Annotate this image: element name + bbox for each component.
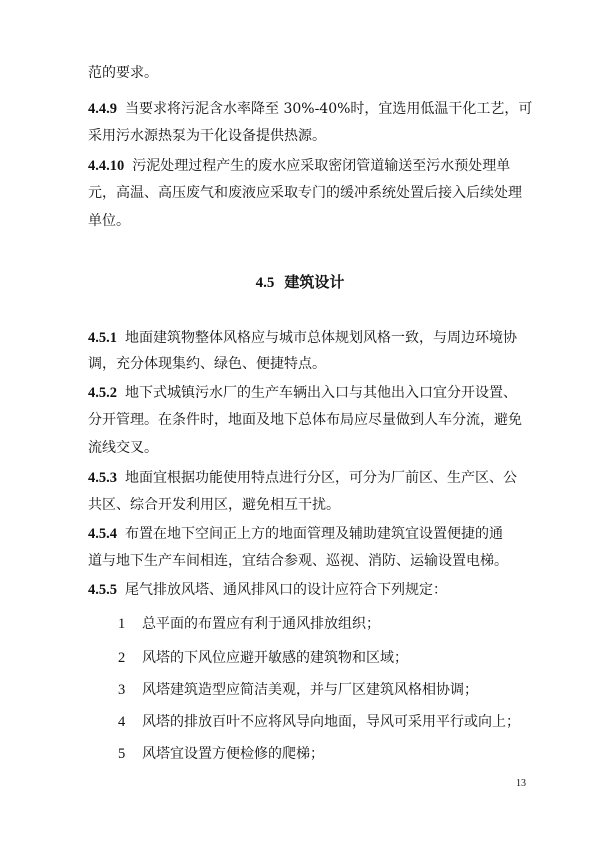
list-item xyxy=(118,745,324,763)
clause-4-5-2-line-3: 流线交叉。 xyxy=(88,440,158,456)
list-item xyxy=(118,615,380,633)
list-item-number: 5 xyxy=(118,746,126,762)
clause-text: 地面宜根据功能使用特点进行分区，可分为厂前区、生产区、公 xyxy=(125,470,517,486)
clause-text: 地下式城镇污水厂的生产车辆出入口与其他出入口宜分开设置、 xyxy=(125,385,517,401)
section-title: 建筑设计 xyxy=(284,273,345,291)
clause-4-5-2-line-2: 分开管理。在条件时，地面及地下总体布局应尽量做到人车分流，避免 xyxy=(88,412,522,428)
clause-text: 布置在地下空间正上方的地面管理及辅助建筑宜设置便捷的通 xyxy=(125,526,503,542)
clause-number: 4.5.1 xyxy=(88,330,117,346)
list-item-text: 风塔建筑造型应简洁美观，并与厂区建筑风格相协调； xyxy=(142,682,478,698)
list-item-number: 2 xyxy=(118,650,126,666)
clause-4-4-10-line-2: 元，高温、高压废气和废液应采取专门的缓冲系统处置后接入后续处理 xyxy=(88,185,522,201)
list-item-text: 风塔宜设置方便检修的爬梯； xyxy=(142,746,324,762)
list-item xyxy=(118,713,520,731)
clause-4-5-2-line-1 xyxy=(88,384,517,402)
clause-number: 4.5.2 xyxy=(88,385,117,401)
list-item-number: 4 xyxy=(118,714,126,730)
clause-text: 尾气排放风塔、通风排风口的设计应符合下列规定： xyxy=(125,582,447,598)
clause-4-5-5-line-1 xyxy=(88,581,447,599)
clause-4-5-1-line-1 xyxy=(88,329,517,347)
clause-4-5-3-line-1 xyxy=(88,469,517,487)
clause-text: 当要求将污泥含水率降至 30%-40%时，宜选用低温干化工艺，可 xyxy=(125,101,533,117)
clause-4-4-9-line-1 xyxy=(88,100,532,118)
clause-text: 污泥处理过程产生的废水应采取密闭管道输送至污水预处理单 xyxy=(132,158,511,174)
clause-number: 4.5.3 xyxy=(88,470,117,486)
list-item xyxy=(118,681,478,699)
clause-4-5-3-line-2: 共区、综合开发利用区，避免相互干扰。 xyxy=(88,497,340,513)
clause-4-4-9-line-2: 采用污水源热泵为干化设备提供热源。 xyxy=(88,128,326,144)
list-item-text: 总平面的布置应有利于通风排放组织； xyxy=(142,616,380,632)
list-item-text: 风塔的排放百叶不应将风导向地面，导风可采用平行或向上； xyxy=(142,714,520,730)
list-item-number: 1 xyxy=(118,616,126,632)
list-item-text: 风塔的下风位应避开敏感的建筑物和区域； xyxy=(142,650,408,666)
list-item-number: 3 xyxy=(118,682,126,698)
continued-text: 范的要求。 xyxy=(88,65,158,81)
clause-4-5-4-line-2: 道与地下生产车间相连，宜结合参观、巡视、消防、运输设置电梯。 xyxy=(88,553,508,569)
clause-text: 地面建筑物整体风格应与城市总体规划风格一致，与周边环境协 xyxy=(125,330,517,346)
clause-number: 4.4.9 xyxy=(88,101,117,117)
clause-4-5-1-line-2: 调，充分体现集约、绿色、便捷特点。 xyxy=(88,356,326,372)
clause-4-4-10-line-1 xyxy=(88,157,510,175)
page-number: 13 xyxy=(516,778,526,789)
clause-4-4-10-line-3: 单位。 xyxy=(88,213,130,229)
section-number: 4.5 xyxy=(255,275,275,291)
section-heading xyxy=(0,271,600,292)
clause-number: 4.5.5 xyxy=(88,582,117,598)
clause-number: 4.5.4 xyxy=(88,526,117,542)
clause-4-5-4-line-1 xyxy=(88,525,503,543)
list-item xyxy=(118,649,408,667)
clause-number: 4.4.10 xyxy=(88,158,125,174)
